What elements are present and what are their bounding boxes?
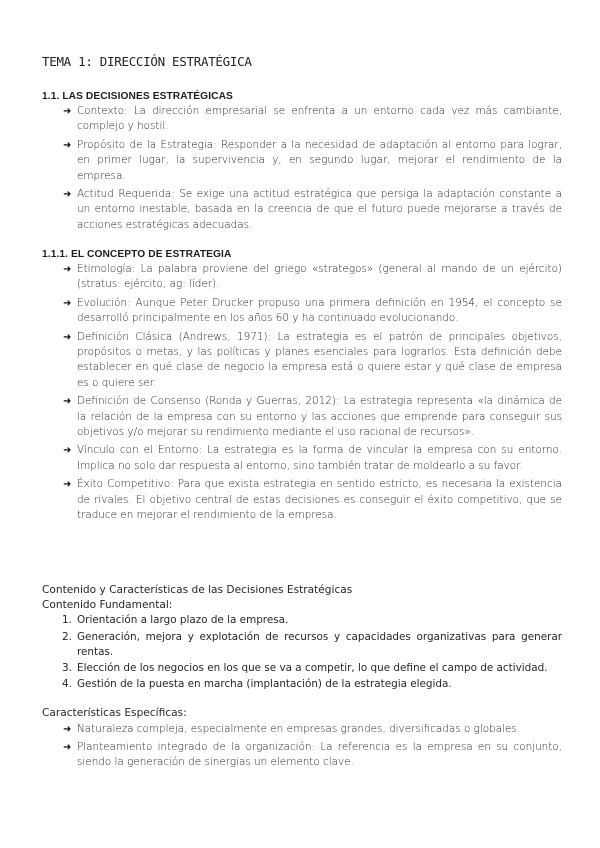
list-item: ➜ Definición Clásica (Andrews, 1971): La estrategia es el patrón de principales objetivos, propósitos o metas, y las políticas y planes esenciales para lograrlos. Esta definición debe establecer en qué clase de negocio la empresa está o quiere estar y qué clase de empresa es o quiere ser. bbox=[63, 330, 562, 389]
subheading: Características Específicas: bbox=[42, 707, 187, 720]
list-item: 4. Gestión de la puesta en marcha (implantación) de la estrategia elegida. bbox=[62, 678, 452, 691]
arrow-icon: ➜ bbox=[63, 139, 72, 151]
list-item: ➜ Vínculo con el Entorno: La estrategia es la forma de vincular la empresa con su entorno. Implica no solo dar respuesta al entorno, sino también tratar de moldearlo a su favor. bbox=[63, 444, 562, 472]
subheading: Contenido Fundamental: bbox=[42, 599, 173, 612]
list-item: ➜ Definición de Consenso (Ronda y Guerras, 2012): La estrategia representa «la dinámica de la relación de la empresa con su entorno y las acciones que emprende para conseguir sus objetivos y/o mejorar su rendimiento mediante el uso racional de recursos». bbox=[63, 395, 562, 439]
list-item: 3. Elección de los negocios en los que se va a competir, lo que define el campo de actividad. bbox=[62, 662, 548, 675]
arrow-icon: ➜ bbox=[63, 723, 72, 735]
list-item: ➜ Propósito de la Estrategia: Responder a la necesidad de adaptación al entorno para lograr, en primer lugar, la supervivencia y, en segundo lugar, mejorar el rendimiento de la empresa. bbox=[63, 138, 562, 182]
list-item: 1. Orientación a largo plazo de la empresa. bbox=[62, 614, 289, 627]
list-item: ➜ Contexto: La dirección empresarial se enfrenta a un entorno cada vez más cambiante, complejo y hostil. bbox=[63, 105, 562, 133]
page-title: TEMA 1: DIRECCIÓN ESTRATÉGICA bbox=[42, 54, 252, 69]
arrow-icon: ➜ bbox=[63, 742, 72, 754]
list-item: ➜ Actitud Requerida: Se exige una actitud estratégica que persiga la adaptación constante a un entorno inestable, basada en la creencia de que el futuro puede mejorarse a través de acciones estratégicas adecuadas. bbox=[63, 188, 562, 231]
list-item: ➜ Planteamiento integrado de la organización: La referencia es la empresa en su conjunto, siendo la generación de sinergias un elemento clave. bbox=[63, 741, 562, 769]
list-item: ➜ Evolución: Aunque Peter Drucker propuso una primera definición en 1954, el concepto se desarrolló principalmente en los años 60 y ha continuado evolucionando. bbox=[63, 296, 562, 325]
arrow-icon: ➜ bbox=[63, 106, 72, 117]
section-decisiones bbox=[42, 90, 562, 236]
section-concepto bbox=[42, 248, 562, 527]
section-heading: 1.1. LAS DECISIONES ESTRATÉGICAS bbox=[42, 91, 233, 102]
arrow-icon: ➜ bbox=[63, 189, 72, 201]
arrow-icon: ➜ bbox=[63, 297, 72, 309]
bullet-list bbox=[42, 722, 562, 771]
list-item: ➜ Etimología: La palabra proviene del griego «strategos» (general al mando de un ejército) (stratus: ejército; ag: líder). bbox=[63, 263, 562, 291]
section-contenido bbox=[42, 583, 562, 774]
arrow-icon: ➜ bbox=[63, 264, 72, 275]
arrow-icon: ➜ bbox=[63, 396, 72, 408]
section-heading: 1.1.1. EL CONCEPTO DE ESTRATEGIA bbox=[42, 249, 232, 260]
list-item: ➜ Naturaleza compleja, especialmente en empresas grandes, diversificadas o globales. bbox=[42, 722, 562, 737]
arrow-icon: ➜ bbox=[63, 445, 72, 457]
bullet-list bbox=[42, 104, 562, 233]
arrow-icon: ➜ bbox=[63, 331, 72, 343]
bullet-list bbox=[42, 262, 562, 524]
list-item: 2. Generación, mejora y explotación de recursos y capacidades organizativas para generar rentas. bbox=[62, 630, 562, 658]
arrow-icon: ➜ bbox=[63, 479, 72, 491]
section-heading: Contenido y Características de las Decisiones Estratégicas bbox=[42, 584, 353, 596]
list-item: ➜ Éxito Competitivo: Para que exista estrategia en sentido estricto, es necesaria la existencia de rivales. El objetivo central de estas decisiones es conseguir el éxito competitivo, que se traduce en mejorar el rendimiento de la empresa. bbox=[63, 478, 562, 522]
numbered-list bbox=[42, 613, 562, 692]
